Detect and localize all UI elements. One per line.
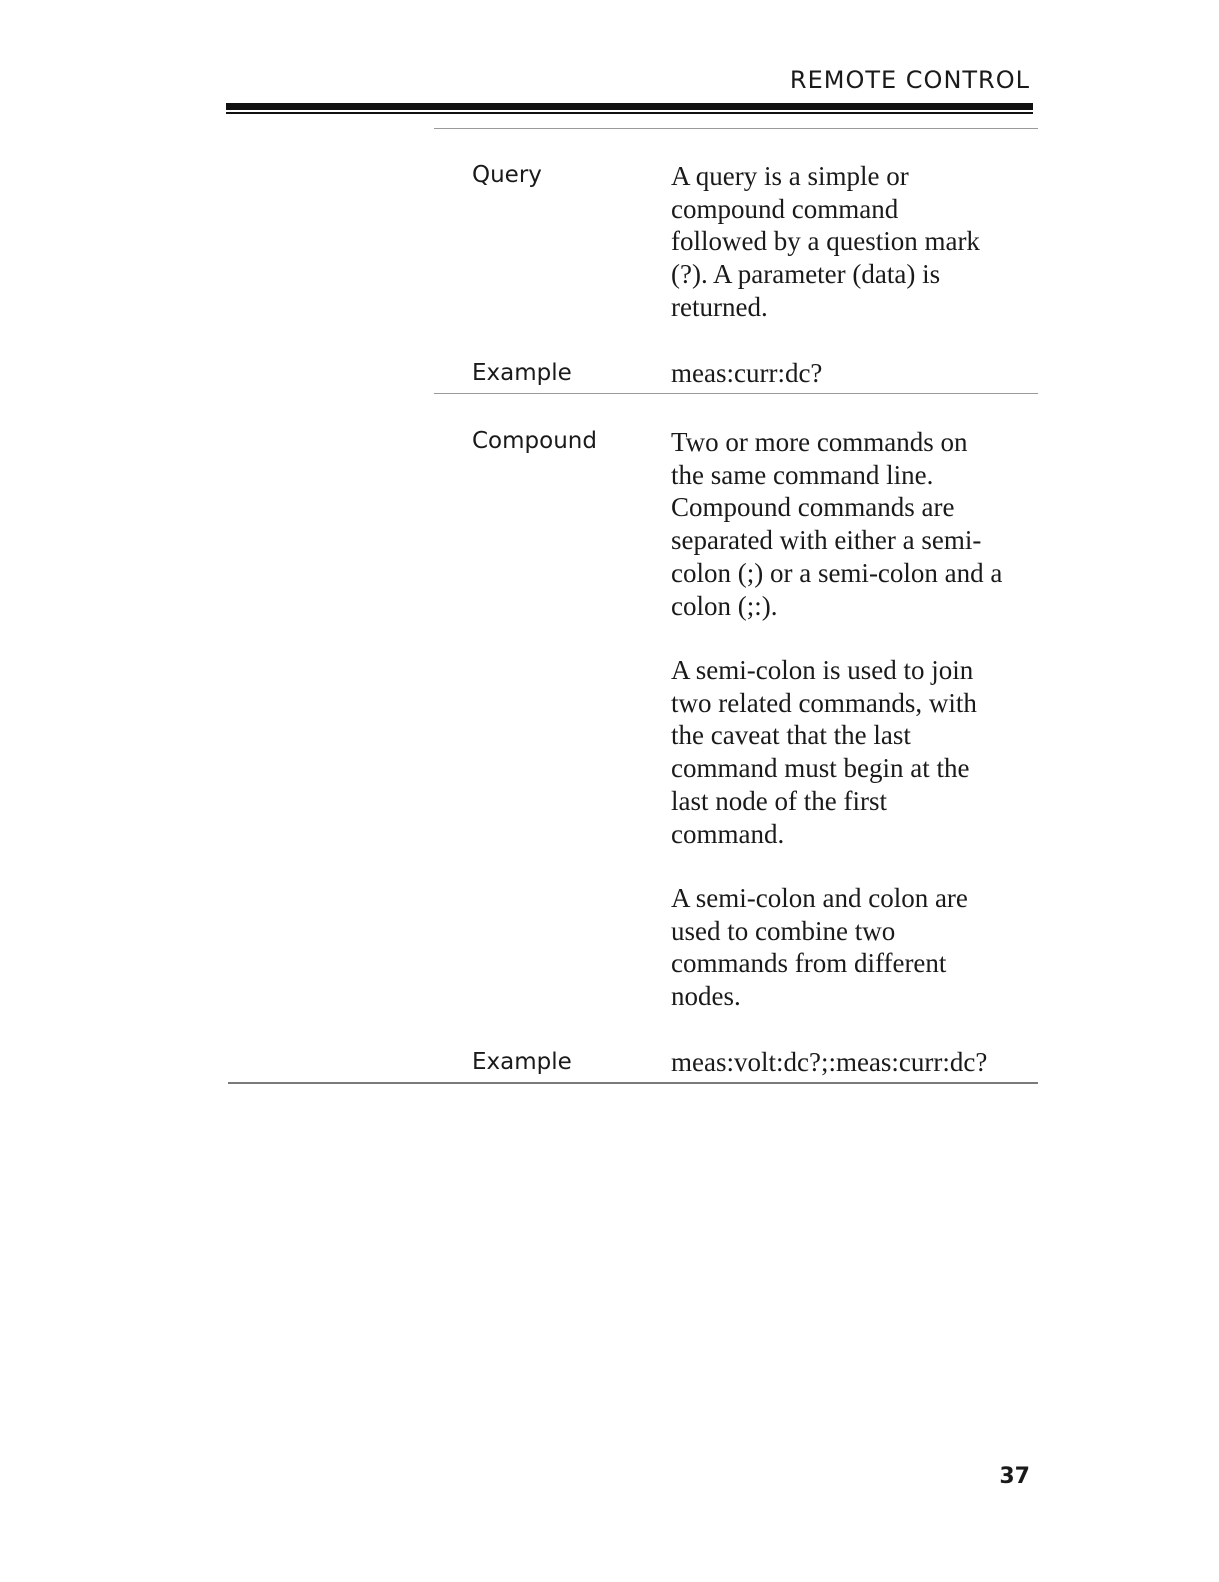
compound-description-line: last node of the first xyxy=(671,785,887,816)
compound-label: Compound xyxy=(472,428,597,454)
compound-description-line: Two or more commands on xyxy=(671,427,968,457)
table-top-rule xyxy=(434,128,1038,129)
page-number: 37 xyxy=(999,1464,1030,1489)
compound-example xyxy=(671,1046,1031,1079)
query-example-label: Example xyxy=(472,360,572,386)
compound-description-line: Compound commands are xyxy=(671,492,955,523)
compound-description-line: used to combine two xyxy=(671,915,896,946)
query-label: Query xyxy=(472,162,542,188)
compound-description-line: command must begin at the xyxy=(671,753,970,784)
compound-paragraph-3 xyxy=(671,882,1031,1013)
compound-paragraph-1 xyxy=(671,426,1031,622)
query-description-line: followed by a question mark xyxy=(671,226,980,257)
compound-description-line: separated with either a semi- xyxy=(671,525,982,556)
query-example-text: meas:curr:dc? xyxy=(671,358,823,388)
compound-description-line: nodes. xyxy=(671,981,741,1012)
query-description xyxy=(671,160,1031,324)
header-rule-thick xyxy=(226,103,1033,110)
query-description-line: compound command xyxy=(671,193,899,224)
compound-description-line: A semi-colon and colon are xyxy=(671,883,968,913)
compound-paragraph-2 xyxy=(671,654,1031,850)
compound-description-line: colon (;:). xyxy=(671,590,778,621)
header-rule-thin xyxy=(226,112,1033,114)
compound-description-line: commands from different xyxy=(671,948,947,979)
entry-divider-rule xyxy=(434,393,1038,394)
compound-description-line: A semi-colon is used to join xyxy=(671,655,974,685)
query-description-line: (?). A parameter (data) is xyxy=(671,259,941,290)
compound-example-text: meas:volt:dc?;:meas:curr:dc? xyxy=(671,1047,988,1077)
query-example xyxy=(671,357,1031,390)
compound-description-line: two related commands, with xyxy=(671,687,977,718)
compound-example-label: Example xyxy=(472,1049,572,1075)
compound-description-line: colon (;) or a semi-colon and a xyxy=(671,557,1003,588)
compound-description-line: the caveat that the last xyxy=(671,720,911,751)
query-description-line: returned. xyxy=(671,291,768,322)
section-title: REMOTE CONTROL xyxy=(789,66,1030,94)
compound-description-line: the same command line. xyxy=(671,459,934,490)
query-description-line: A query is a simple or xyxy=(671,161,909,191)
table-bottom-rule xyxy=(228,1082,1038,1084)
compound-description-line: command. xyxy=(671,818,785,849)
